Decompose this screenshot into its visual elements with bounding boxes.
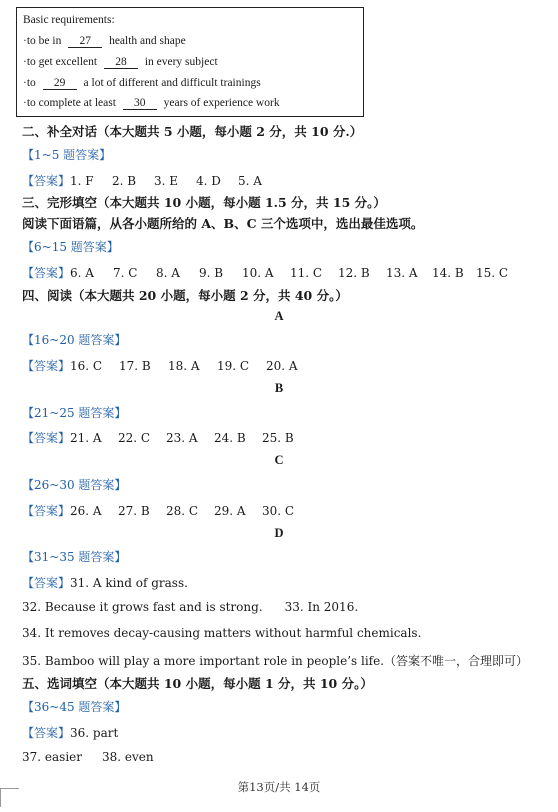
- answers-21-25: 【答案】21. A 22. C 23. A 24. B 25. B: [22, 431, 294, 445]
- section-4-header-16-20: 【16~20 题答案】: [22, 333, 127, 347]
- section-4-header-31-35: 【31~35 题答案】: [22, 550, 127, 564]
- section-5-header: 【36~45 题答案】: [22, 700, 127, 714]
- section-3-title: 三、完形填空（本大题共 10 小题，每小题 1.5 分，共 15 分。）: [22, 195, 386, 210]
- box-line-2: ·to get excellent 28 in every subject: [23, 56, 218, 68]
- blank-29: 29: [43, 77, 77, 90]
- section-4-title: 四、阅读（本大题共 20 小题，每小题 2 分，共 40 分。）: [22, 288, 348, 303]
- box-line-4: ·to complete at least 30 years of experience work: [23, 97, 280, 109]
- page-number: 第13页/共 14页: [237, 780, 321, 794]
- section-2-title: 二、补全对话（本大题共 5 小题，每小题 2 分，共 10 分.）: [22, 124, 363, 139]
- box-title: Basic requirements:: [23, 14, 115, 26]
- answer-32-33: 32. Because it grows fast and is strong. 33. In 2016.: [22, 600, 359, 614]
- answer-37-38: 37. easier 38. even: [22, 750, 154, 764]
- section-3-header: 【6~15 题答案】: [22, 240, 119, 254]
- section-2-answers: 【答案】1. F 2. B 3. E 4. D 5. A: [22, 174, 262, 188]
- passage-b-label: B: [274, 381, 284, 395]
- passage-a-label: A: [274, 309, 284, 323]
- passage-d-label: D: [274, 526, 284, 540]
- blank-27: 27: [68, 35, 102, 48]
- passage-c-label: C: [274, 453, 284, 467]
- answer-31: 【答案】31. A kind of grass.: [22, 576, 188, 590]
- section-3-answers: 【答案】6. A 7. C 8. A 9. B 10. A 11. C 12. B 13. A 14. B 15. C: [22, 266, 509, 280]
- box-line-1: ·to be in 27 health and shape: [23, 35, 186, 47]
- answers-26-30: 【答案】26. A 27. B 28. C 29. A 30. C: [22, 504, 295, 518]
- blank-28: 28: [104, 56, 138, 69]
- box-line-3: ·to 29 a lot of different and difficult trainings: [23, 77, 261, 89]
- answers-16-20: 【答案】16. C 17. B 18. A 19. C 20. A: [22, 359, 298, 373]
- section-4-header-21-25: 【21~25 题答案】: [22, 406, 127, 420]
- answer-34: 34. It removes decay-causing matters without harmful chemicals.: [22, 626, 422, 640]
- answer-36: 【答案】36. part: [22, 726, 119, 740]
- section-5-title: 五、选词填空（本大题共 10 小题，每小题 1 分，共 10 分。）: [22, 676, 373, 691]
- page-corner-mark: [0, 788, 19, 807]
- answer-35: 35. Bamboo will play a more important role in people’s life.（答案不唯一，合理即可）: [22, 654, 529, 668]
- section-3-instruction: 阅读下面语篇，从各小题所给的 A、B、C 三个选项中，选出最佳选项。: [22, 216, 424, 231]
- section-2-header: 【1~5 题答案】: [22, 148, 112, 162]
- requirements-box: [16, 7, 364, 117]
- section-4-header-26-30: 【26~30 题答案】: [22, 478, 127, 492]
- blank-30: 30: [123, 97, 157, 110]
